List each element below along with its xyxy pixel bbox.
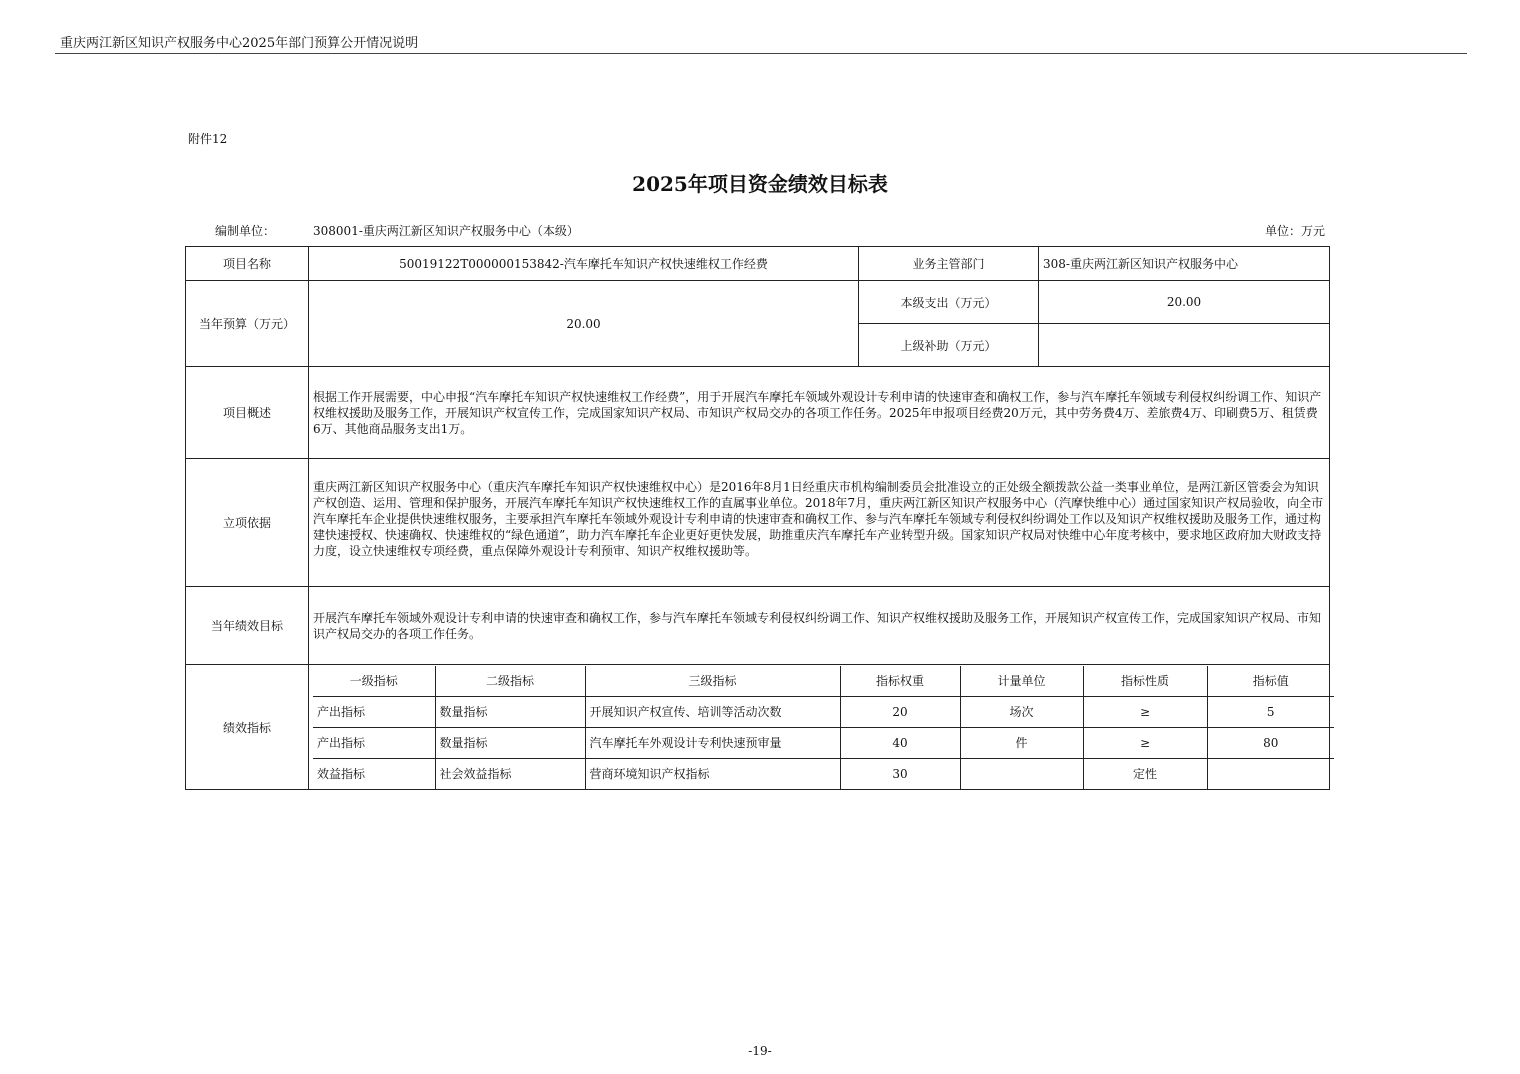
unit-cell — [960, 758, 1083, 789]
header-level-1: 一级指标 — [313, 666, 435, 697]
overview-label: 项目概述 — [186, 367, 309, 459]
budget-value: 20.00 — [309, 281, 859, 367]
indicators-table — [313, 666, 1334, 789]
running-header: 重庆两江新区知识产权服务中心2025年部门预算公开情况说明 — [60, 36, 419, 51]
level-3-cell: 汽车摩托车外观设计专利快速预审量 — [585, 727, 840, 758]
header-value: 指标值 — [1207, 666, 1334, 697]
value-cell — [1207, 758, 1334, 789]
basis-label: 立项依据 — [186, 459, 309, 587]
header-weight: 指标权重 — [840, 666, 960, 697]
compiling-unit — [215, 222, 579, 239]
attachment-label: 附件12 — [188, 132, 228, 146]
goal-label: 当年绩效目标 — [186, 587, 309, 665]
basis-text: 重庆两江新区知识产权服务中心（重庆汽车摩托车知识产权快速维权中心）是2016年8月1日经重庆市机构编制委员会批准设立的正处级全额拨款公益一类事业单位，是两江新区管委会为知识产权创造、运用、管理和保护服务，开展汽车摩托车知识产权快速维权工作的直属事业单位。2018年7月，重庆两江新区知识产权服务中心（汽摩快维中心）通过国家知识产权局验收，向全市汽车摩托车企业提供快速维权服务，主要承担汽车摩托车领域外观设计专利申请的快速审查和确权工作、参与汽车摩托车领域专利侵权纠纷调处工作以及知识产权维权援助及服务工作，通过构建快速授权、快速确权、快速维权的“绿色通道”，助力汽车摩托车企业更好更快发展，助推重庆汽车摩托车产业转型升级。国家知识产权局对快维中心年度考核中，要求地区政府加大财政支持力度，设立快速维权专项经费，重点保障外观设计专利预审、知识产权维权援助等。 — [309, 459, 1330, 587]
superior-subsidy-value — [1039, 324, 1330, 367]
page-number: -19- — [748, 1044, 772, 1058]
compiling-unit-label: 编制单位： — [215, 224, 276, 238]
department-label: 业务主管部门 — [859, 247, 1039, 281]
performance-target-table — [185, 246, 1330, 790]
table-row — [186, 367, 1330, 459]
indicators-header-row — [313, 666, 1334, 697]
level-1-cell: 产出指标 — [313, 727, 435, 758]
nature-cell: ≥ — [1083, 696, 1207, 727]
indicators-label: 绩效指标 — [186, 665, 309, 790]
header-nature: 指标性质 — [1083, 666, 1207, 697]
project-name-value: 50019122T000000153842-汽车摩托车知识产权快速维权工作经费 — [309, 247, 859, 281]
table-row — [186, 281, 1330, 324]
nature-cell: 定性 — [1083, 758, 1207, 789]
header-level-2: 二级指标 — [435, 666, 585, 697]
goal-text: 开展汽车摩托车领域外观设计专利申请的快速审查和确权工作，参与汽车摩托车领域专利侵权纠纷调工作、知识产权维权援助及服务工作，开展知识产权宣传工作，完成国家知识产权局、市知识产权局交办的各项工作任务。 — [309, 587, 1330, 665]
table-row — [186, 247, 1330, 281]
superior-subsidy-label: 上级补助（万元） — [859, 324, 1039, 367]
compiling-unit-value: 308001-重庆两江新区知识产权服务中心（本级） — [313, 224, 579, 238]
budget-label: 当年预算（万元） — [186, 281, 309, 367]
document-title: 2025年项目资金绩效目标表 — [632, 172, 888, 196]
value-cell: 80 — [1207, 727, 1334, 758]
level-3-cell: 营商环境知识产权指标 — [585, 758, 840, 789]
own-spend-label: 本级支出（万元） — [859, 281, 1039, 324]
header-level-3: 三级指标 — [585, 666, 840, 697]
level-3-cell: 开展知识产权宣传、培训等活动次数 — [585, 696, 840, 727]
unit-cell: 场次 — [960, 696, 1083, 727]
table-row — [186, 587, 1330, 665]
table-row — [186, 459, 1330, 587]
indicators-cell — [309, 665, 1330, 790]
overview-text: 根据工作开展需要，中心申报“汽车摩托车知识产权快速维权工作经费”，用于开展汽车摩托车领域外观设计专利申请的快速审查和确权工作，参与汽车摩托车领域专利侵权纠纷调工作、知识产权维权援助及服务工作，开展知识产权宣传工作，完成国家知识产权局、市知识产权局交办的各项工作任务。2025年申报项目经费20万元，其中劳务费4万、差旅费4万、印刷费5万、租赁费6万、其他商品服务支出1万。 — [309, 367, 1330, 459]
level-1-cell: 产出指标 — [313, 696, 435, 727]
weight-cell: 40 — [840, 727, 960, 758]
unit-cell: 件 — [960, 727, 1083, 758]
department-value: 308-重庆两江新区知识产权服务中心 — [1039, 247, 1330, 281]
weight-cell: 30 — [840, 758, 960, 789]
level-2-cell: 数量指标 — [435, 696, 585, 727]
weight-cell: 20 — [840, 696, 960, 727]
indicator-row — [313, 696, 1334, 727]
header-unit: 计量单位 — [960, 666, 1083, 697]
level-2-cell: 数量指标 — [435, 727, 585, 758]
indicator-row — [313, 727, 1334, 758]
level-2-cell: 社会效益指标 — [435, 758, 585, 789]
project-name-label: 项目名称 — [186, 247, 309, 281]
table-row — [186, 665, 1330, 790]
header-rule — [55, 53, 1467, 54]
own-spend-value: 20.00 — [1039, 281, 1330, 324]
indicator-row — [313, 758, 1334, 789]
nature-cell: ≥ — [1083, 727, 1207, 758]
currency-unit: 单位：万元 — [1264, 224, 1325, 238]
level-1-cell: 效益指标 — [313, 758, 435, 789]
value-cell: 5 — [1207, 696, 1334, 727]
